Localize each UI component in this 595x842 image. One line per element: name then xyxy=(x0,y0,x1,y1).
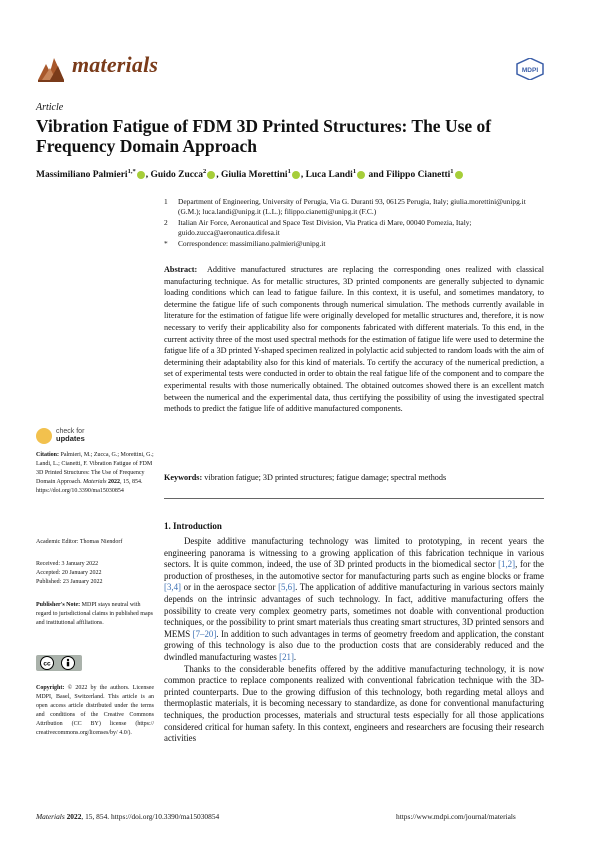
mdpi-logo-icon xyxy=(516,58,544,80)
check-updates-line1: check for xyxy=(56,428,85,435)
mdpi-logo-text: MDPI xyxy=(521,67,539,74)
publisher-note: Publisher's Note: MDPI stays neutral with regard to jurisdictional claims in published maps and institutional affiliations. xyxy=(36,602,153,626)
footer-journal-url[interactable]: https://www.mdpi.com/journal/materials xyxy=(396,812,516,821)
body-paragraph xyxy=(164,664,544,745)
body-text-run: , for the production of prostheses, in the automotive sector for manufacturing parts such as engine blocks or frame xyxy=(164,559,544,581)
body-text-run: . The application of additive manufacturing in various sectors mainly depends on the intrinsic advantages of such technology. In fact, additive manufacturing offers the possibility to create very complex geometry parts, sometimes not doable with conventional production techniques, or the possibility to print smart materials thus creating smart structures, 3D printed sensors and MEMS xyxy=(164,582,545,639)
citation-link[interactable]: [21] xyxy=(279,651,294,662)
check-updates-line2: updates xyxy=(56,434,85,443)
orcid-icon[interactable] xyxy=(137,171,145,179)
paper-title: Vibration Fatigue of FDM 3D Printed Structures: The Use of Frequency Domain Approach xyxy=(36,116,492,156)
check-updates-icon xyxy=(36,428,52,444)
orcid-icon[interactable] xyxy=(455,171,463,179)
orcid-icon[interactable] xyxy=(292,171,300,179)
body-text-run: or in the aerospace sector xyxy=(181,582,279,593)
body-text-run: Thanks to the considerable benefits offered by the additive manufacturing technology, it is now common practice to replace components realized with conventional fabrication technique with the 3D-printed counterparts. Due to the growing diffusion of this technology, both regarding metal alloys and thermoplastic materials, it is becoming necessary to standardize, as done for conventional manufacturing techniques, the production processes, materials and structural tests especially for all those applications considered critical for human safety. In this context, engineers and researchers are focusing their research activities xyxy=(164,663,544,744)
author-affil: 1 xyxy=(352,168,357,175)
section-divider xyxy=(164,498,544,499)
section-heading: 1. Introduction xyxy=(164,521,222,531)
cc-by-icon[interactable] xyxy=(36,655,82,671)
abstract-text: Additive manufactured structures are replacing the corresponding ones realized with classical manufacturing technique. As for metallic structures, 3D printed components are generally subjected to dynamic loading conditions which can lead to fatigue failure. In this context, it is useful, and sometimes mandatory, to determine the fatigue life of such components through numerical simulation. The methods currently available in literature for the estimation of fatigue life were originally developed for metallic structures and, therefore, it is now necessary to verify their applicability also for components fabricated with different materials. To this end, in the current activity three of the most used spectral methods for the estimation of fatigue life were used to determine the fatigue life of a 3D printed Y-shaped specimen realized in polylactic acid subjected to random loads with the aim of determining their adaptability also for this kind of materials. To certify the accuracy of the numerical prediction, a set of experimental tests were conducted in order to obtain the real fatigue life of the component and to compare the experimental results with those numerically obtained. The obtained outcomes showed there is an excellent match between the numerical and the experimental data, thus certifying the possibility of using the investigated spectral methods to predict the fatigue life of additive manufactured components. xyxy=(164,265,544,414)
keywords-text: vibration fatigue; 3D printed structures; fatigue damage; spectral methods xyxy=(204,473,447,482)
citation-link[interactable]: [3,4] xyxy=(164,582,182,593)
abstract-label: Abstract: xyxy=(164,265,198,274)
affiliations xyxy=(164,197,544,249)
orcid-icon[interactable] xyxy=(207,171,215,179)
author-affil: 1,* xyxy=(127,168,136,175)
keywords xyxy=(164,472,544,484)
author-name: Guido Zucca xyxy=(150,170,203,181)
citation-link[interactable]: [1,2] xyxy=(498,559,516,570)
affiliation-item: * Correspondence: massimiliano.palmieri@unipg.it xyxy=(164,238,326,248)
author-affil: 1 xyxy=(287,168,291,175)
author-affil: 1 xyxy=(450,168,454,175)
keywords-label: Keywords: xyxy=(164,473,203,482)
body-text-run: . In addition to such advantages in terms of geometry freedom and application, the constant growing of this technology is also due to the production costs that are considerably reduced and the dwindled manufacturing wastes xyxy=(164,628,545,662)
article-type: Article xyxy=(36,102,64,113)
abstract xyxy=(164,264,544,415)
author-name: Massimiliano Palmieri xyxy=(36,170,128,181)
citation-link[interactable]: [7–20] xyxy=(192,628,217,639)
footer-citation: Materials 2022, 15, 854. https://doi.org/10.3390/ma15030854 xyxy=(36,812,220,821)
author-list: Massimiliano Palmieri$^{1,*}$ , Guido Zucca$^2$ , Giulia Morettini$^1$ , Luca Landi$^1$ and Filippo Cianetti$^1$ xyxy=(36,168,566,180)
svg-text:cc: cc xyxy=(43,660,51,668)
author-name: Filippo Cianetti xyxy=(386,170,451,181)
journal-name: materials xyxy=(72,52,159,77)
author-affil: 2 xyxy=(202,168,207,175)
affiliation-item: 1 Department of Engineering, University of Perugia, Via G. Duranti 93, 06125 Perugia, Italy; giulia.morettini@unipg.it (G.M.); luca.landi@unipg.it (L.L.); filippo.cianetti@unipg.it (F.C.) xyxy=(164,197,526,217)
body-text xyxy=(164,536,544,745)
citation-link[interactable]: [5,6] xyxy=(278,582,296,593)
body-text-run: . xyxy=(293,651,297,662)
check-for-updates-button[interactable] xyxy=(36,426,146,450)
body-paragraph xyxy=(164,536,544,664)
publication-dates: Received: 3 January 2022 Accepted: 20 January 2022 Published: 23 January 2022 xyxy=(36,561,103,585)
orcid-icon[interactable] xyxy=(357,171,365,179)
academic-editor: Academic Editor: Thomas Niendorf xyxy=(36,539,123,545)
body-text-run: Despite additive manufacturing technology was limited to prototyping, in recent years the engineering panorama is witnessing to a growing application of this fabrication technique in various sectors. It is quite common, indeed, the use of 3D printed products in the biomedical sector xyxy=(164,536,544,570)
author-name: Luca Landi xyxy=(305,170,353,181)
affiliation-item: 2 Italian Air Force, Aeronautical and Space Test Division, Via Pratica di Mare, 00040 Pomezia, Italy; guido.zucca@aeronautica.difesa.it xyxy=(164,217,472,238)
citation-block: Citation: Palmieri, M.; Zucca, G.; Morettini, G.; Landi, L.; Cianetti, F. Vibration Fatigue of FDM 3D Printed Structures: The Use of Frequency Domain Approach. Materials 2022, 15, 854. https://doi.org/10.3390/ma15030854 xyxy=(36,452,154,494)
journal-logo-icon xyxy=(36,50,66,82)
author-name: Giulia Morettini xyxy=(220,170,288,181)
copyright-notice: Copyright: © 2022 by the authors. Licensee MDPI, Basel, Switzerland. This article is an open access article distributed under the terms and conditions of the Creative Commons Attribution (CC BY) license (https:// creativecommons.org/licenses/by/ 4.0/). xyxy=(36,685,155,736)
